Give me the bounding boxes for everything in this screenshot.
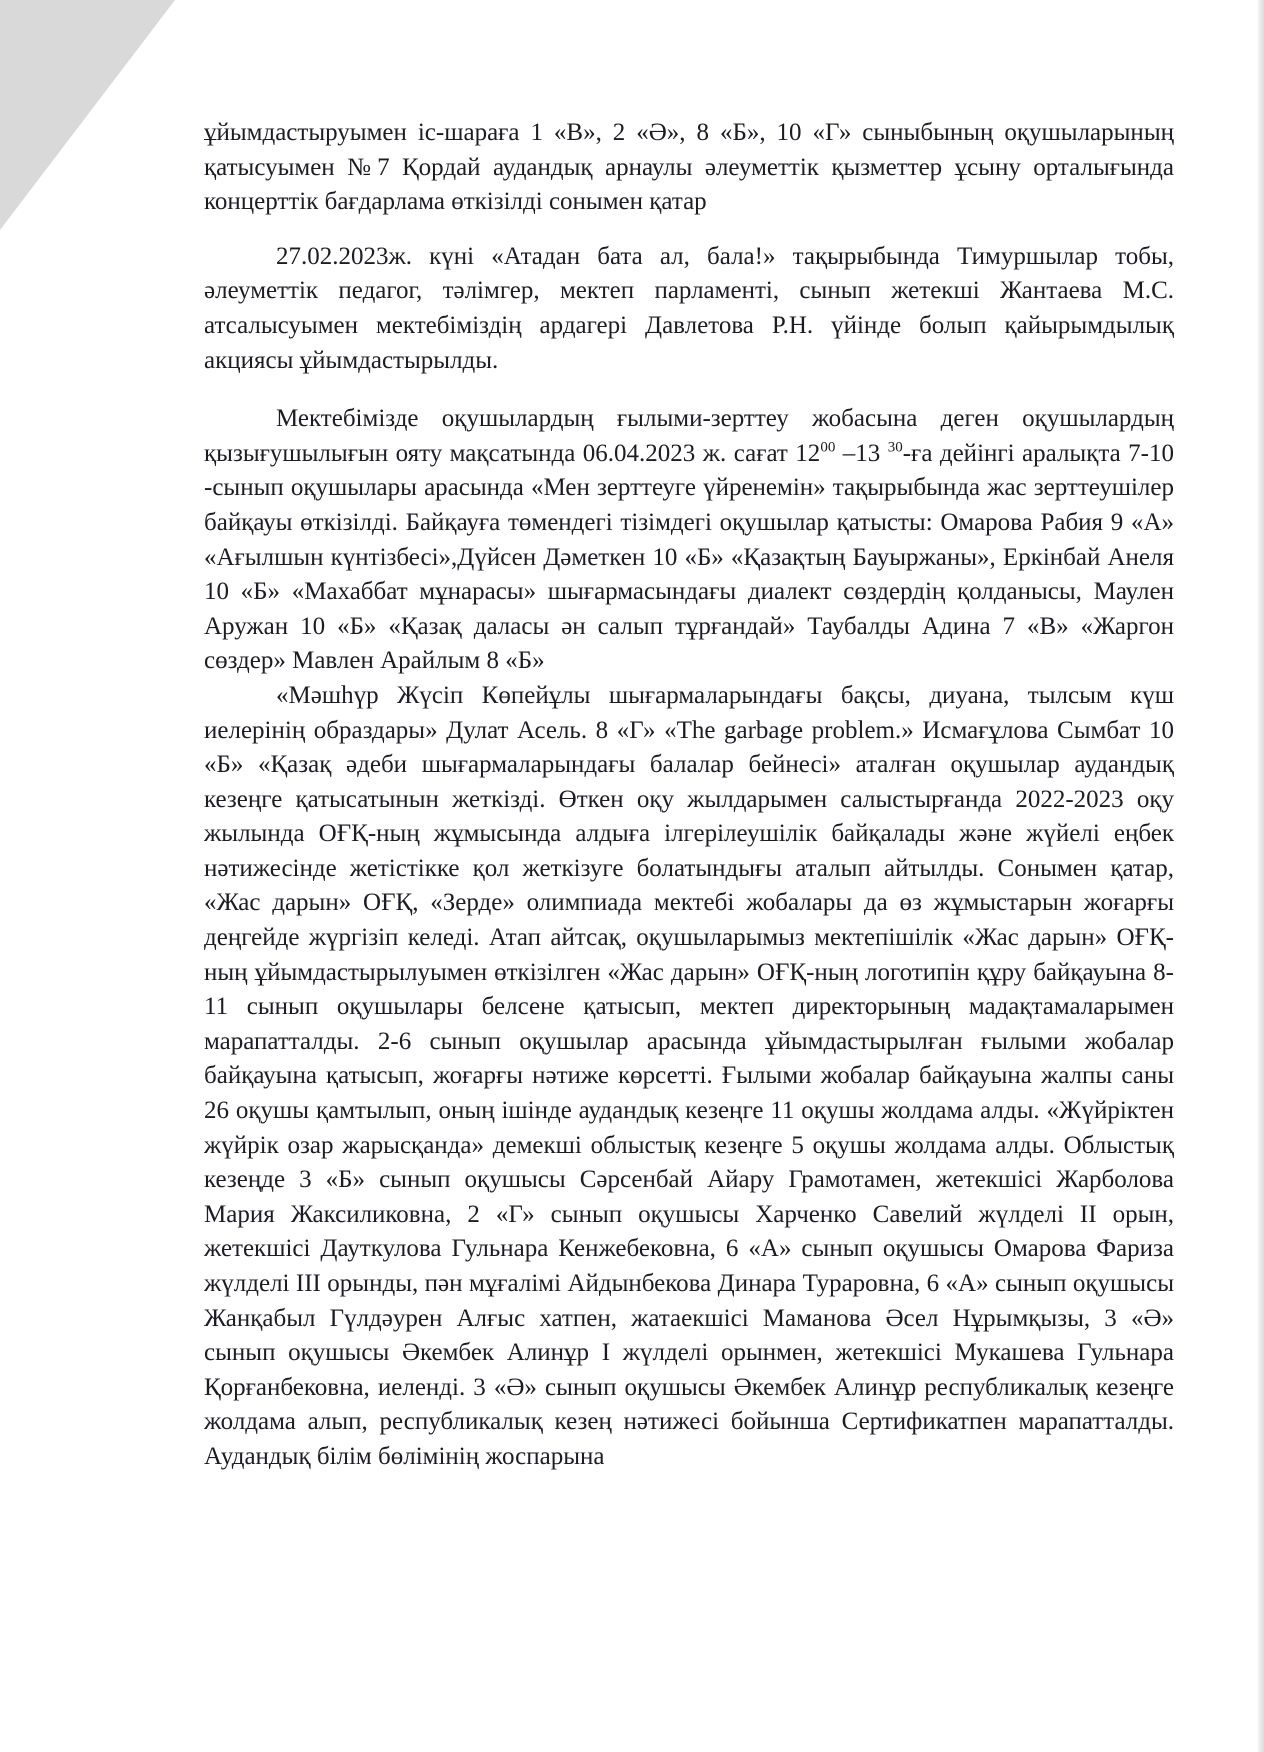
- paragraph-3-part-1: Мектебімізде оқушылардың ғылыми-зерттеу жобасына деген оқушылардың қызығушылығын ояту мақсатында 06.04.2023 ж. сағат 12: [204, 405, 1174, 467]
- time-superscript-start: 00: [820, 439, 836, 456]
- paragraph-1: ұйымдастыруымен іс-шараға 1 «В», 2 «Ә», 8 «Б», 10 «Г» сыныбының оқушыларының қатысуымен №7 Қордай аудандық арнаулы әлеуметтік қызметтер ұсыну орталығында концерттік бағдарлама өткізілді сонымен қатар: [204, 119, 1174, 216]
- scan-corner-shadow: [0, 0, 175, 230]
- paragraph-2: 27.02.2023ж. күні «Атадан бата ал, бала!» тақырыбында Тимуршылар тобы, әлеуметтік педагог, тәлімгер, мектеп парламенті, сынып жетекші Жантаева М.С. атсалысуымен мектебіміздің ардагері Давлетова Р.Н. үйінде болып қайырымдылық акциясы ұйымдастырылды.: [204, 242, 1174, 374]
- paragraph-3: [204, 402, 1174, 679]
- time-superscript-end: 30: [887, 439, 903, 456]
- document-body: [204, 116, 1174, 1475]
- paragraph-3-part-3: -ға дейінгі аралықта 7-10 -сынып оқушылары арасында «Мен зерттеуге үйренемін» тақырыбында жас зерттеушілер байқауы өткізілді. Байқауға төмендегі тізімдегі оқушылар қатысты: Омарова Рабия 9 «А» «Ағылшын күнтізбесі»,Дүйсен Дәметкен 10 «Б» «Қазақтың Бауыржаны», Еркінбай Анеля 10 «Б» «Махаббат мұнарасы» шығармасындағы диалект сөздердің қолданысы, Маулен Аружан 10 «Б» «Қазақ даласы ән салып тұрғандай» Таубалды Адина 7 «В» «Жаргон сөздер» Мавлен Арайлым 8 «Б»: [204, 439, 1174, 675]
- paragraph-3-part-2: –13: [835, 439, 888, 467]
- scan-right-edge: [1258, 0, 1264, 1752]
- paragraph-3-continuation: «Мәшһүр Жүсіп Көпейұлы шығармаларындағы бақсы, диуана, тылсым күш иелерінің образдары» Дулат Асель. 8 «Г» «The garbage problem.» Исмағұлова Сымбат 10 «Б» «Қазақ әдеби шығармаларындағы балалар бейнесі» аталған оқушылар аудандық кезеңге қатысатынын жеткізді. Өткен оқу жылдарымен салыстырғанда 2022-2023 оқу жылында ОҒҚ-ның жұмысында алдыға ілгерілеушілік байқалады және жүйелі еңбек нәтижесінде жетістікке қол жеткізуге болатындығы аталып айтылды. Сонымен қатар, «Жас дарын» ОҒҚ, «Зерде» олимпиада мектебі жобалары да өз жұмыстарын жоғарғы деңгейде жүргізіп келеді. Атап айтсақ, оқушыларымыз мектепішілік «Жас дарын» ОҒҚ-ның ұйымдастырылуымен өткізілген «Жас дарын» ОҒҚ-ның логотипін құру байқауына 8-11 сынып оқушылары белсене қатысып, мектеп директорының мадақтамаларымен марапатталды. 2-6 сынып оқушылар арасында ұйымдастырылған ғылыми жобалар байқауына қатысып, жоғарғы нәтиже көрсетті. Ғылыми жобалар байқауына жалпы саны 26 оқушы қамтылып, оның ішінде аудандық кезеңге 11 оқушы жолдама алды. «Жүйріктен жүйрік озар жарысқанда» демекші облыстық кезеңге 5 оқушы жолдама алды. Облыстық кезеңде 3 «Б» сынып оқушысы Сәрсенбай Айару Грамотамен, жетекшісі Жарболова Мария Жаксиликовна, 2 «Г» сынып оқушысы Харченко Савелий жүлделі II орын, жетекшісі Дауткулова Гульнара Кенжебековна, 6 «А» сынып оқушысы Омарова Фариза жүлделі III орынды, пән мұғалімі Айдынбекова Динара Тураровна, 6 «А» сынып оқушысы Жанқабыл Гүлдәурен Алғыс хатпен, жатаекшісі Маманова Әсел Нұрымқызы, 3 «Ә» сынып оқушысы Әкембек Алинұр I жүлделі орынмен, жетекшісі Мукашева Гульнара Қорғанбековна, иеленді. 3 «Ә» сынып оқушысы Әкембек Алинұр республикалық кезеңге жолдама алып, республикалық кезең нәтижесі бойынша Сертификатпен марапатталды. Аудандық білім бөлімінің жоспарына: [204, 681, 1174, 1470]
